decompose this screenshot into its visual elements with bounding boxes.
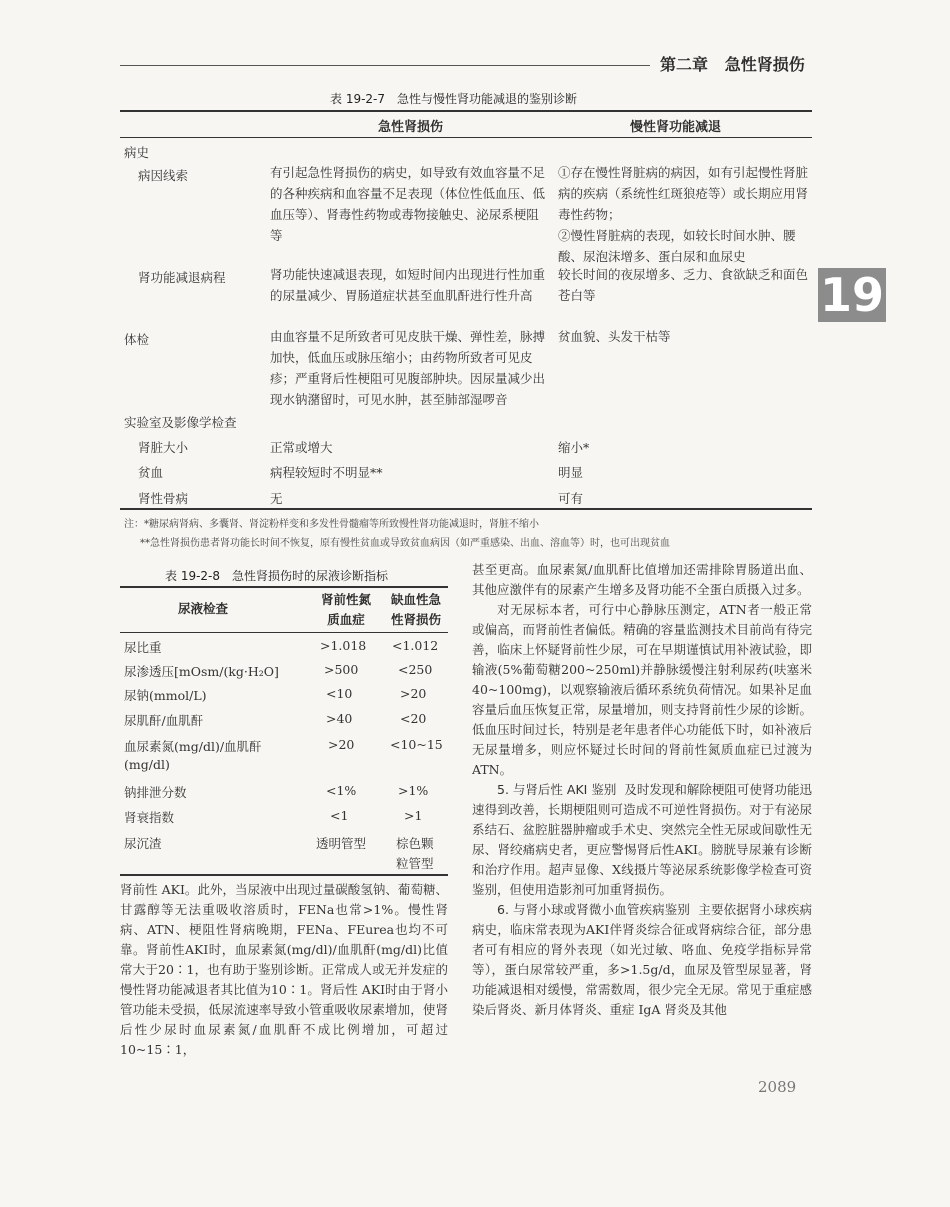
right-paragraph-2: 对无尿标本者，可行中心静脉压测定，ATN者一般正常或偏高，而肾前性者偏低。精确的容量监测技术目前尚有待完善，临床上怀疑肾前性少尿，可在早期谨慎试用补液试验，即输液(5%葡萄糖200~250ml)并静脉缓慢注射利尿药(呋塞米40~100mg)，以观察输液后循环系统负荷情况。如果补足血容量后血压恢复正常，尿量增加，则支持肾前性少尿的诊断。低血压时间过长，特别是老年患者伴心功能低下时，如补液后无尿量增多，则应怀疑过长时间的肾前性氮质血症已过渡为ATN。 — [472, 602, 812, 777]
chapter-thumb-tab: 19 — [819, 268, 884, 322]
table2-row-isc: <250 — [398, 662, 433, 677]
table2-row-isc: 棕色颗 — [396, 836, 434, 851]
table1-row-course-acute: 肾功能快速减退表现，如短时间内出现进行性加重的尿量减少、胃肠道症状甚至血肌酐进行性升高 — [270, 267, 546, 303]
table2-col-ischemic-line2: 性肾损伤 — [390, 612, 441, 627]
table1-bottom-rule — [120, 508, 812, 510]
table2-row-label-line2: (mg/dl) — [124, 757, 170, 772]
table1-row-anemia-label: 贫血 — [138, 465, 164, 480]
table1-row-size-chronic: 缩小* — [558, 440, 590, 455]
table1-row-exam-chronic: 贫血貌、头发干枯等 — [558, 329, 671, 344]
table2-row-label: 肾衰指数 — [124, 810, 175, 825]
table2-col-prerenal-line1: 肾前性氮 — [320, 592, 371, 607]
table2-row-isc: >1 — [404, 808, 423, 823]
table2-header-rule — [120, 632, 448, 633]
table1-row-bone-acute: 无 — [270, 491, 283, 506]
chapter-title: 急性肾损伤 — [724, 55, 805, 74]
table2-col-test: 尿液检查 — [178, 601, 229, 616]
table1-note-2: **急性肾损伤患者肾功能长时间不恢复，原有慢性贫血或导致贫血病因（如严重感染、出血、溶血等）时，也可出现贫血 — [140, 538, 670, 549]
table1-note-1: 注：*糖尿病肾病、多囊肾、肾淀粉样变和多发性骨髓瘤等所致慢性肾功能减退时，肾脏不缩小 — [124, 519, 539, 530]
table2-row-pre: >40 — [326, 711, 353, 726]
table1-section-exam: 体检 — [124, 332, 150, 347]
header-rule — [120, 65, 650, 66]
table2-row-pre: <10 — [326, 686, 353, 701]
table2-col-prerenal-line2: 质血症 — [327, 612, 365, 627]
right-paragraph-4-body: 主要依据肾小球疾病病史，临床常表现为AKI伴肾炎综合征或肾病综合征，部分患者可有相应的肾外表现（如光过敏、咯血、免疫学指标异常等），蛋白尿常较严重，多>1.5g/d，血尿及管型尿显著，肾功能减退相对缓慢，常需数周，很少完全无尿。常见于重症感染后肾炎、新月体肾炎、重症 IgA 肾炎及其他 — [472, 902, 812, 1017]
table2-row-isc: <20 — [400, 711, 427, 726]
table1-row-cause-chronic-1: ①存在慢性肾脏病的病因，如有引起慢性肾脏病的疾病（系统性红斑狼疮等）或长期应用肾毒性药物； — [558, 165, 809, 222]
table2-row-isc: >20 — [400, 686, 427, 701]
table2-row-pre: >1.018 — [320, 638, 367, 653]
table2-col-ischemic-line1: 缺血性急 — [390, 592, 441, 607]
table1-row-size-label: 肾脏大小 — [138, 440, 189, 455]
table2-top-rule — [120, 586, 448, 588]
table1-section-history: 病史 — [124, 145, 150, 160]
right-paragraph-3 — [472, 780, 812, 900]
right-paragraph-1: 甚至更高。血尿素氮/血肌酐比值增加还需排除胃肠道出血、其他应激伴有的尿素产生增多及肾功能不全蛋白质摄入过多。 — [472, 562, 812, 597]
table2-row-label: 尿比重 — [124, 640, 162, 655]
table2-row-isc: >1% — [398, 783, 429, 798]
table2-row-pre: <1 — [330, 808, 349, 823]
right-paragraph-4-heading: 6. 与肾小球或肾微小血管疾病鉴别 — [497, 902, 691, 917]
table1-row-cause-chronic-2: ②慢性肾脏病的表现，如较长时间水肿、腰酸、尿泡沫增多、蛋白尿和血尿史 — [558, 228, 796, 264]
table2-row-label: 尿肌酐/血肌酐 — [124, 713, 204, 728]
chapter-heading — [660, 52, 805, 75]
right-paragraph-4 — [472, 900, 812, 1020]
table1-header-rule — [120, 137, 812, 138]
table2-row-label: 尿钠(mmol/L) — [124, 688, 207, 703]
right-paragraph-3-heading: 5. 与肾后性 AKI 鉴别 — [497, 782, 617, 797]
table2-row-isc: <10~15 — [390, 737, 443, 752]
table2-caption: 表 19-2-8 急性肾损伤时的尿液诊断指标 — [165, 569, 389, 583]
table2-row-pre: >500 — [324, 662, 359, 677]
table1-row-anemia-acute: 病程较短时不明显** — [270, 465, 383, 480]
table1-row-cause-label: 病因线索 — [138, 168, 189, 183]
table1-top-rule — [120, 110, 812, 112]
table2-row-isc: <1.012 — [392, 638, 439, 653]
table1-col-acute: 急性肾损伤 — [378, 120, 444, 135]
table2-row-pre: >20 — [328, 737, 355, 752]
table2-row-label: 尿渗透压[mOsm/(kg·H₂O] — [124, 664, 279, 679]
table1-row-course-chronic: 较长时间的夜尿增多、乏力、食欲缺乏和面色苍白等 — [558, 267, 809, 303]
table1-col-chronic: 慢性肾功能减退 — [630, 120, 722, 135]
left-column-text: 肾前性 AKI。此外，当尿液中出现过量碳酸氢钠、葡萄糖、甘露醇等无法重吸收溶质时，FENa也常>1%。慢性肾病、ATN、梗阻性肾病晚期，FENa、FEurea也均不可靠。肾前性AKI时，血尿素氮(mg/dl)/血肌酐(mg/dl)比值常大于20∶1，也有助于鉴别诊断。正常成人或无并发症的慢性肾功能减退者其比值为10∶1。肾后性 AKI时由于肾小管功能未受损，低尿流速率导致小管重吸收尿素增加，使肾后性少尿时血尿素氮/血肌酐不成比例增加，可超过10~15∶1， — [120, 882, 448, 1057]
table2-row-pre: 透明管型 — [316, 836, 367, 851]
table1-row-anemia-chronic: 明显 — [558, 465, 584, 480]
right-column — [472, 560, 812, 1020]
page-number: 2089 — [758, 1078, 797, 1096]
table1-row-cause-acute: 有引起急性肾损伤的病史，如导致有效血容量不足的各种疾病和血容量不足表现（体位性低血压、低血压等）、肾毒性药物或毒物接触史、泌尿系梗阻等 — [270, 165, 546, 243]
table1-row-course-label: 肾功能减退病程 — [138, 270, 226, 285]
table1-caption: 表 19-2-7 急性与慢性肾功能减退的鉴别诊断 — [330, 92, 578, 106]
table2-col-ischemic — [380, 590, 452, 630]
table2-row-pre: <1% — [326, 783, 357, 798]
table2-row-isc-line2: 粒管型 — [396, 856, 434, 871]
table2-bottom-rule — [120, 874, 448, 876]
table1-row-exam-acute: 由血容量不足所致者可见皮肤干燥、弹性差，脉搏加快，低血压或脉压缩小；由药物所致者可见皮疹；严重肾后性梗阻可见腹部肿块。因尿量减少出现水钠潴留时，可见水肿，甚至肺部湿啰音 — [270, 329, 546, 407]
table2-row-label: 尿沉渣 — [124, 836, 162, 851]
chapter-number: 第二章 — [660, 55, 709, 74]
table2-row-label: 钠排泄分数 — [124, 785, 187, 800]
table2-col-prerenal — [310, 590, 382, 630]
table1-row-size-acute: 正常或增大 — [270, 440, 333, 455]
table1-section-lab: 实验室及影像学检查 — [124, 415, 237, 430]
table1-row-bone-chronic: 可有 — [558, 491, 584, 506]
table2-row-label: 血尿素氮(mg/dl)/血肌酐 — [124, 739, 262, 754]
right-paragraph-3-body: 及时发现和解除梗阻可使肾功能迅速得到改善，长期梗阻则可造成不可逆性肾损伤。对于有泌尿系结石、盆腔脏器肿瘤或手术史、突然完全性无尿或间歇性无尿、肾绞痛病史者，更应警惕肾后性AKI。膀胱导尿兼有诊断和治疗作用。超声显像、X线摄片等泌尿系统影像学检查可资鉴别，但使用造影剂可加重肾损伤。 — [472, 782, 812, 897]
table1-row-bone-label: 肾性骨病 — [138, 491, 189, 506]
